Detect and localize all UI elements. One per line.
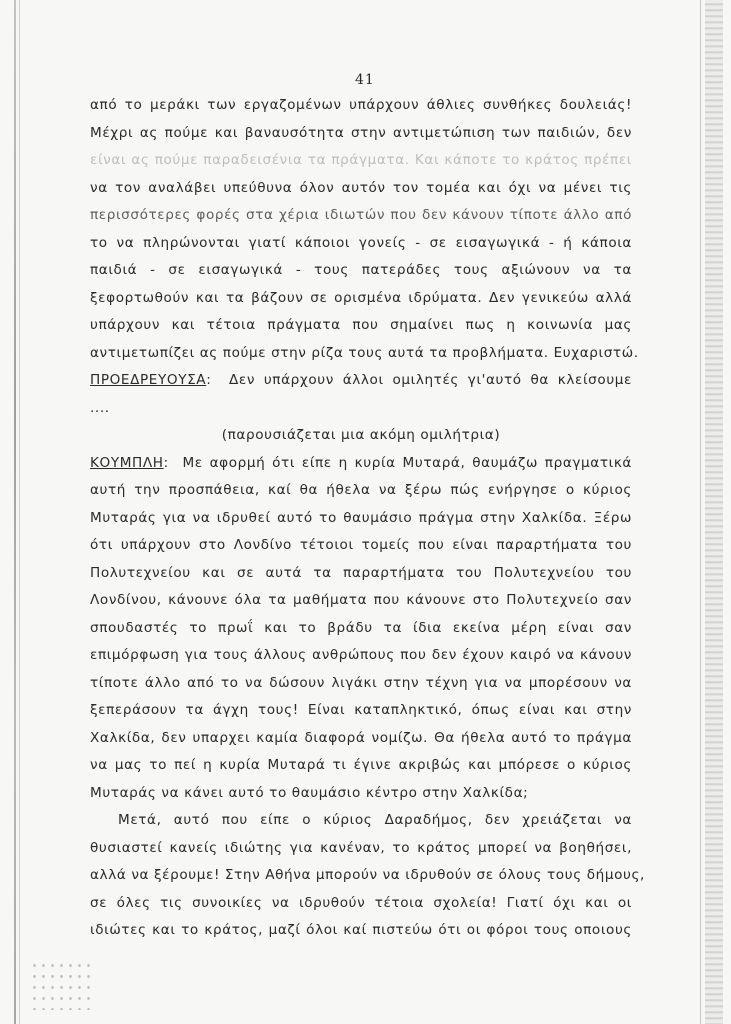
text-line: Λονδίνου, κάνουνε όλα τα μαθήματα που κάνουνε στο Πολυτεχνείο σαν — [90, 592, 632, 608]
speaker-line — [90, 367, 632, 395]
text-line: Μυταράς να κάνει αυτό το θαυμάσιο κέντρο στην Χαλκίδα; — [90, 784, 529, 801]
text-line: αυτή την προσπάθεια, καί θα ήθελα να ξέρω πώς ενήργησε ο κύριος — [90, 482, 632, 498]
speaker-colon: : — [163, 454, 183, 471]
text-line: θυσιαστεί κανείς ιδιώτης για κανέναν, το κράτος μπορεί να βοηθήσει, — [90, 839, 632, 856]
text-line: Χαλκίδα, δεν υπαρχει καμία διαφορά νομίζω. Θα ήθελα αυτό το πράγμα — [90, 729, 632, 746]
scan-left-edge-line — [19, 0, 20, 1024]
text-line: το να πληρώνονται γιατί κάποιοι γονείς - σε εισαγωγικά - ή κάποια — [90, 234, 632, 251]
text-line: ιδιώτες και το κράτος, μαζί όλοι καί πιστεύω ότι οι φόροι τους οποιους — [90, 922, 632, 938]
speaker-text: Με αφορμή ότι είπε η κυρία Μυταρά, θαυμάζω πραγματικά — [182, 454, 632, 471]
speaker-name: ΚΟΥΜΠΛΗ — [90, 454, 164, 471]
text-line: Πολυτεχνείου και σε αυτά τα παραρτήματα του Πολυτεχνείου του — [90, 564, 632, 581]
text-line: να τον αναλάβει υπεύθυνα όλον αυτόν τον τομέα και όχι να μένει τις — [90, 179, 632, 196]
text-line: παιδιά - σε εισαγωγικά - τους πατεράδες τους αξιώνουν να τα — [90, 262, 632, 278]
scan-right-edge — [705, 0, 723, 1024]
text-line: Μυταράς για να ιδρυθεί αυτό το θαυμάσιο πράγμα στην Χαλκίδα. Ξέρω — [90, 509, 632, 526]
scan-left-edge — [14, 0, 16, 1024]
stage-direction: (παρουσιάζεται μια ακόμη ομιλήτρια) — [221, 427, 501, 443]
text-line: περισσότερες φορές στα χέρια ιδιωτών που δεν κάνουν τίποτε άλλο από — [90, 207, 632, 223]
text-line: Μέχρι ας πούμε και βαναυσότητα στην αντιμετώπιση των παιδιών, δεν — [90, 124, 632, 141]
text-line: τίποτε άλλο από το να δώσουν λιγάκι στην τέχνη για να μπορέσουν να — [90, 674, 632, 691]
scan-noise-dots — [30, 960, 90, 1010]
text-line: ξεπεράσουν τα άγχη τους! Είναι καταπληκτικό, όπως είναι και στην — [90, 702, 632, 718]
paragraph-start-line: Μετά, αυτό που είπε ο κύριος Δαραδήμος, δεν χρειάζεται να — [118, 812, 632, 828]
ellipsis-line: .... — [90, 399, 110, 416]
text-line: από το μεράκι των εργαζομένων υπάρχουν άθλιες συνθήκες δουλειάς! — [90, 97, 632, 113]
speaker-text: Δεν υπάρχουν άλλοι ομιλητές γι'αυτό θα κλείσουμε — [228, 372, 632, 388]
scan-right-edge-line — [700, 0, 701, 1024]
text-line: ότι υπάρχουν στο Λονδίνο τέτοιοι τομείς που είναι παραρτήματα του — [90, 537, 632, 553]
speaker-line — [90, 450, 632, 478]
text-line: υπάρχουν και τέτοια πράγματα που σημαίνει πως η κοινωνία μας — [90, 317, 632, 333]
transcript-body — [90, 92, 645, 945]
text-line: αλλά να ξέρουμε! Στην Αθήνα μπορούν να ιδρυθούν σε όλους τους δήμους, — [90, 867, 645, 883]
text-line: αντιμετωπίζει ας πούμε στην ρίζα τους αυτά τα προβλήματα. Ευχαριστώ. — [90, 344, 639, 361]
text-line: ξεφορτωθούν και τα βάζουν σε ορισμένα ιδρύματα. Δεν γενικεύω αλλά — [90, 289, 632, 306]
text-line: σε όλες τις συνοικίες να ιδρυθούν τέτοια σχολεία! Γιατί όχι και οι — [90, 894, 632, 911]
page-number: 41 — [355, 72, 375, 88]
speaker-name: ΠΡΟΕΔΡΕΥΟΥΣΑ — [90, 372, 207, 388]
text-line: επιμόρφωση για τους άλλους ανθρώπους που δεν έχουν καιρό να κάνουν — [90, 647, 632, 663]
speaker-colon: : — [206, 372, 229, 388]
text-line: σπουδαστές το πρωΐ και το βράδυ τα ίδια εκείνα μέρη είναι σαν — [90, 619, 632, 636]
text-line-faded: είναι ας πούμε παραδεισένια τα πράγματα. Και κάποτε το κράτος πρέπει — [90, 152, 632, 168]
text-line: να μας το πεί η κυρία Μυταρά τι έγινε ακριβώς και μπόρεσε ο κύριος — [90, 757, 632, 773]
